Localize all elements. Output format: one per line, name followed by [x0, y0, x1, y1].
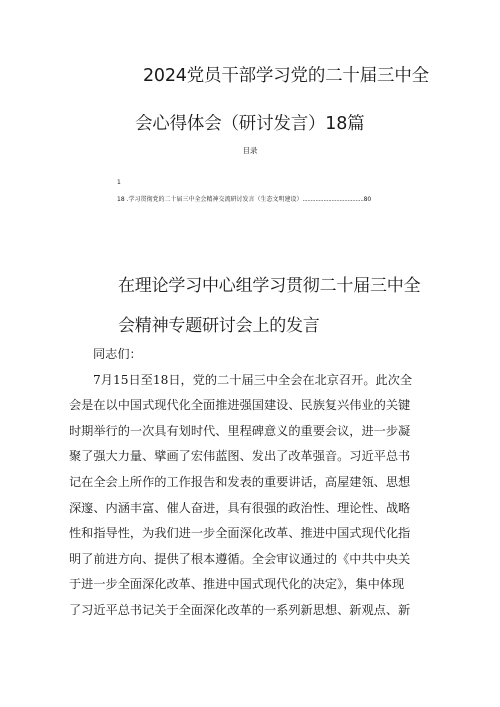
- section-title-line-1: 在理论学习中心组学习贯彻二十届三中全: [118, 276, 421, 296]
- body-line: 7月15日至18日，党的二十届三中全会在北京召开。此次全: [93, 372, 413, 387]
- section-title-line-2: 会精神专题研讨会上的发言: [118, 316, 320, 336]
- speech-body: [69, 342, 433, 624]
- toc-entry-text: .学习贯彻党的二十届三中全会精神交流研讨发言（生态文明建设）: [126, 196, 303, 203]
- toc-page-number: 1: [117, 179, 121, 186]
- greeting: 同志们：: [93, 347, 142, 361]
- toc-entry-page: 80: [363, 196, 372, 203]
- body-line: 深邃、内涵丰富、催人奋进，具有很强的政治性、理论性、战略: [69, 500, 411, 515]
- body-line: 会是在以中国式现代化全面推进强国建设、民族复兴伟业的关键: [69, 398, 411, 413]
- toc-entry-leader: ......................................: [302, 196, 364, 203]
- toc-entry-number: 18: [117, 196, 125, 203]
- body-line: 于进一步全面深化改革、推进中国式现代化的决定》，集中体现: [69, 577, 405, 592]
- body-line: 时期举行的一次具有划时代、里程碑意义的重要会议，进一步凝: [69, 423, 411, 438]
- toc-heading: 目录: [242, 146, 258, 155]
- body-line: 了习近平总书记关于全面深化改革的一系列新思想、新观点、新: [69, 602, 411, 617]
- document-title-line-2: 会心得体会（研讨发言）18篇: [135, 114, 365, 134]
- body-line: 明了前进方向、提供了根本遵循。全会审议通过的《中共中央关: [69, 551, 411, 566]
- body-line: 性和指导性，为我们进一步全面深化改革、推进中国式现代化指: [69, 526, 411, 541]
- toc-entry[interactable]: [117, 194, 371, 203]
- body-line: 记在全会上所作的工作报告和发表的重要讲话，高屋建瓴、思想: [69, 474, 411, 489]
- document-title-line-1: 2024党员干部学习党的二十届三中全: [143, 66, 429, 86]
- body-line: 聚了强大力量、擘画了宏伟蓝图、发出了改革强音。习近平总书: [69, 449, 411, 464]
